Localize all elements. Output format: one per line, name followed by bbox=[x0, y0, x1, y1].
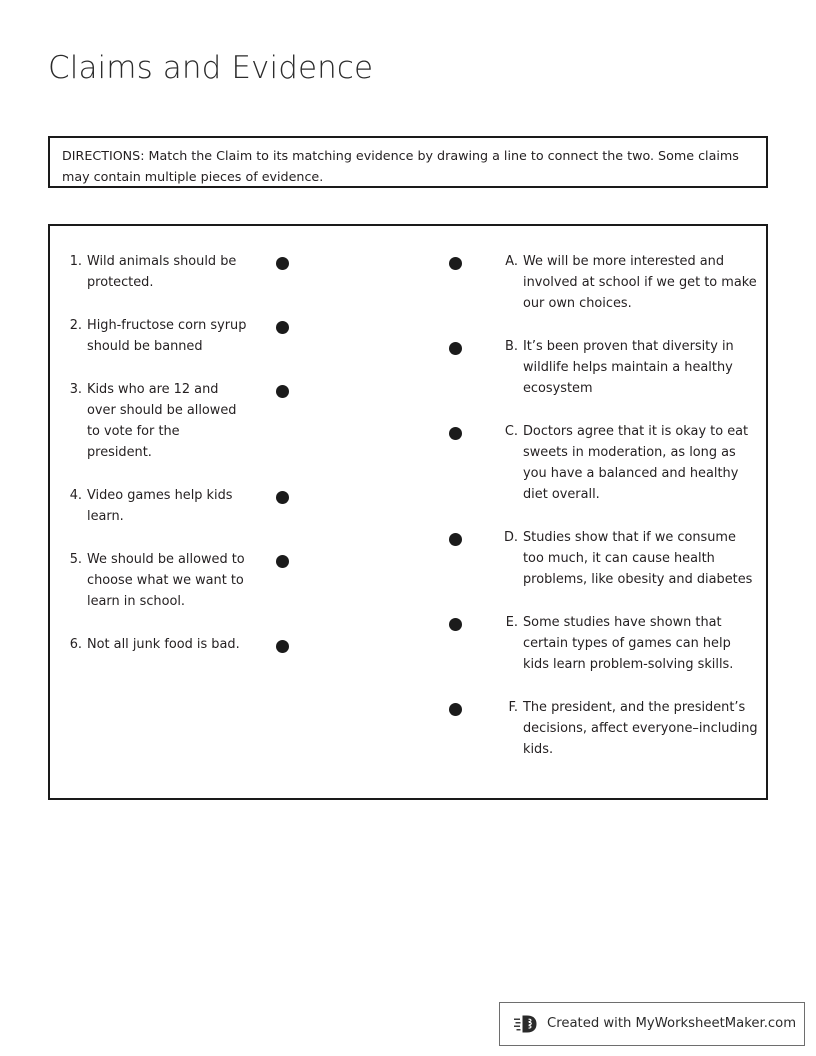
claim-connector-dot[interactable] bbox=[276, 321, 289, 334]
claim-connector-dot[interactable] bbox=[276, 257, 289, 270]
evidence-connector-dot[interactable] bbox=[449, 427, 462, 440]
claim-marker: 4. bbox=[69, 488, 82, 503]
evidence-connector-dot[interactable] bbox=[449, 533, 462, 546]
evidence-connector-dot[interactable] bbox=[449, 703, 462, 716]
claim-text: High-fructose corn syrup should be banned bbox=[87, 318, 247, 354]
evidence-row bbox=[448, 421, 758, 505]
evidence-connector-dot[interactable] bbox=[449, 342, 462, 355]
evidence-text: The president, and the president’s decisions, affect everyone–including kids. bbox=[523, 700, 758, 757]
claim-marker: 6. bbox=[69, 637, 82, 652]
claim-item bbox=[64, 379, 248, 463]
evidence-text: We will be more interested and involved at school if we get to make our own choices. bbox=[523, 254, 757, 311]
evidence-marker: E. bbox=[505, 615, 518, 630]
claim-item bbox=[64, 251, 248, 293]
evidence-item bbox=[500, 612, 758, 675]
evidence-row bbox=[448, 697, 758, 760]
claim-text: We should be allowed to choose what we want to learn in school. bbox=[87, 552, 245, 609]
claim-row bbox=[64, 634, 300, 655]
evidence-connector-dot[interactable] bbox=[449, 257, 462, 270]
claim-marker: 3. bbox=[69, 382, 82, 397]
evidence-marker: F. bbox=[508, 700, 518, 715]
claim-text: Wild animals should be protected. bbox=[87, 254, 237, 290]
evidence-text: Doctors agree that it is okay to eat sweets in moderation, as long as you have a balanced and healthy diet overall. bbox=[523, 424, 749, 502]
claim-item bbox=[64, 485, 248, 527]
claim-row bbox=[64, 251, 300, 293]
evidence-row bbox=[448, 336, 758, 399]
claim-text: Video games help kids learn. bbox=[87, 488, 233, 524]
evidence-item bbox=[500, 697, 758, 760]
claim-connector-dot[interactable] bbox=[276, 385, 289, 398]
directions-box bbox=[48, 136, 768, 188]
evidence-item bbox=[500, 527, 758, 590]
matching-activity-box bbox=[48, 224, 768, 800]
claim-row bbox=[64, 485, 300, 527]
evidence-item bbox=[500, 421, 758, 505]
claim-text: Not all junk food is bad. bbox=[87, 637, 240, 652]
claim-item bbox=[64, 549, 248, 612]
claim-item bbox=[64, 634, 248, 655]
evidence-text: Studies show that if we consume too much, it can cause health problems, like obesity and diabetes bbox=[523, 530, 753, 587]
evidence-marker: A. bbox=[505, 254, 518, 269]
evidence-column bbox=[448, 246, 758, 760]
evidence-row bbox=[448, 612, 758, 675]
evidence-row bbox=[448, 251, 758, 314]
evidence-text: It’s been proven that diversity in wildlife helps maintain a healthy ecosystem bbox=[523, 339, 734, 396]
claim-text: Kids who are 12 and over should be allowed to vote for the president. bbox=[87, 382, 237, 460]
claim-marker: 2. bbox=[69, 318, 82, 333]
claim-connector-dot[interactable] bbox=[276, 491, 289, 504]
evidence-marker: B. bbox=[505, 339, 518, 354]
claim-row bbox=[64, 315, 300, 357]
claims-column bbox=[64, 246, 300, 655]
claim-row bbox=[64, 549, 300, 612]
evidence-item bbox=[500, 251, 758, 314]
claim-connector-dot[interactable] bbox=[276, 640, 289, 653]
evidence-text: Some studies have shown that certain types of games can help kids learn problem-solving skills. bbox=[523, 615, 734, 672]
created-with-text: Created with MyWorksheetMaker.com bbox=[547, 1016, 797, 1031]
myworksheetmaker-pen-logo-icon bbox=[514, 1011, 540, 1037]
evidence-marker: D. bbox=[503, 530, 518, 545]
claim-marker: 1. bbox=[69, 254, 82, 269]
claim-marker: 5. bbox=[69, 552, 82, 567]
directions-text: DIRECTIONS: Match the Claim to its matching evidence by drawing a line to connect the two. Some claims may contain multiple pieces of evidence. bbox=[62, 148, 739, 184]
evidence-row bbox=[448, 527, 758, 590]
evidence-marker: C. bbox=[504, 424, 518, 439]
created-with-badge[interactable] bbox=[499, 1002, 805, 1046]
evidence-item bbox=[500, 336, 758, 399]
evidence-connector-dot[interactable] bbox=[449, 618, 462, 631]
page-title: Claims and Evidence bbox=[48, 50, 374, 86]
claim-item bbox=[64, 315, 248, 357]
claim-row bbox=[64, 379, 300, 463]
claim-connector-dot[interactable] bbox=[276, 555, 289, 568]
